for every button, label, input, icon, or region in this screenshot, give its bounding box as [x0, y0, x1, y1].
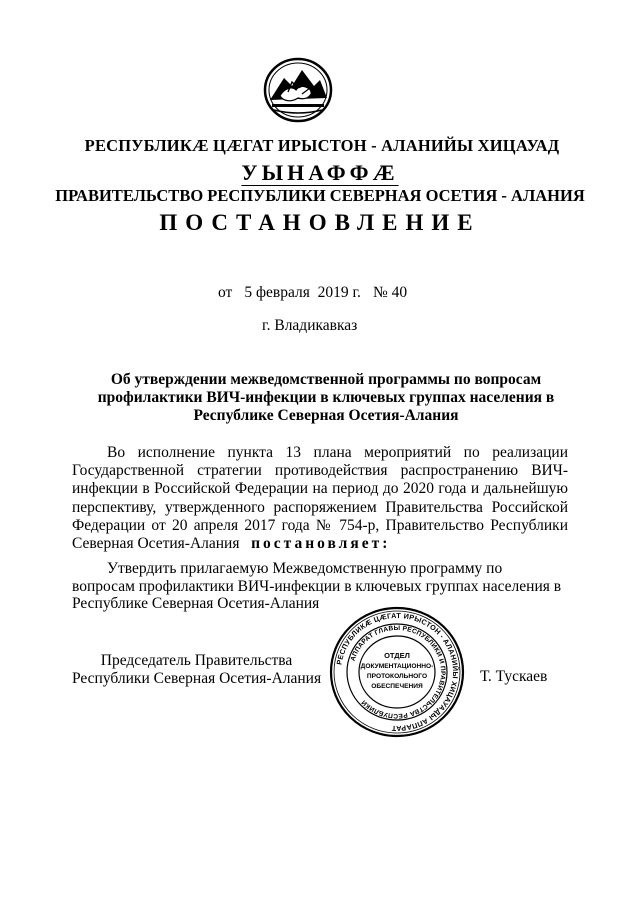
preamble-text: Во исполнение пункта 13 плана мероприятий по реализации Государственной стратегии противодействия распространению ВИЧ-инфекции в Российской Федерации на период до 2020 года и дальнейшую перспективу, утвержденного распоряжением Правительства Российской Федерации от 20 апреля 2017 года № 754-р, Правительство Республики Северная Осетия-Алания: [72, 444, 568, 553]
decree-subject: Об утверждении межведомственной программы по вопросам профилактики ВИЧ-инфекции в ключевых группах населения в Республике Северная Осетия-Алания: [97, 371, 555, 424]
ossetian-decree-title-text: УЫНАФФÆ: [241, 160, 399, 185]
signatory-position-line1: Председатель Правительства: [100, 652, 293, 669]
seal-center-line2: ДОКУМЕНТАЦИОННО-: [360, 663, 434, 670]
ossetian-decree-title: [0, 160, 640, 186]
official-seal-stamp: [329, 606, 465, 738]
decree-year: 2019 г.: [317, 284, 361, 301]
number-label: №: [372, 284, 388, 301]
resolves-word: постановляет:: [251, 535, 391, 553]
seal-center-line1: ОТДЕЛ: [384, 651, 410, 660]
seal-inner-ring-text: АППАРАТ ГЛАВЫ РЕСПУБЛИКИ И ПРАВИТЕЛЬСТВА РЕСПУБЛИКИ: [349, 624, 447, 720]
seal-outer-ring-text: РЕСПУБЛИКÆ ЦÆГАТ ИРЫСТОН - АЛАНИЙЫ ХИЦАУАДЫ АППАРАТ: [334, 610, 461, 734]
decree-date: 5 февраля: [244, 284, 310, 301]
resolution-paragraph: Утвердить прилагаемую Межведомственную программу по вопросам профилактики ВИЧ-инфекции в ключевых группах населения в Республике Северная Осетия-Алания: [72, 560, 562, 612]
signatory-position-line2: Республики Северная Осетия-Алания: [72, 670, 322, 687]
decree-number: 40: [391, 284, 408, 301]
signatory-name: Т. Тускаев: [480, 668, 548, 685]
coat-of-arms-emblem: [262, 56, 334, 124]
decree-title: ПОСТАНОВЛЕНИЕ: [159, 210, 481, 235]
date-prefix: от: [218, 284, 233, 301]
ossetian-government-name: РЕСПУБЛИКÆ ЦÆГАТ ИРЫСТОН - АЛАНИЙЫ ХИЦАУАД: [84, 136, 560, 155]
signatory-position: [72, 652, 321, 688]
city-line: г. Владикавказ: [262, 317, 358, 334]
decree-date-line: [218, 284, 407, 302]
russian-government-name: ПРАВИТЕЛЬСТВО РЕСПУБЛИКИ СЕВЕРНАЯ ОСЕТИЯ - АЛАНИЯ: [55, 186, 585, 205]
seal-center-line3: ПРОТОКОЛЬНОГО: [366, 673, 428, 680]
preamble-paragraph: [72, 444, 568, 553]
seal-center-line4: ОБЕСПЕЧЕНИЯ: [371, 683, 423, 690]
